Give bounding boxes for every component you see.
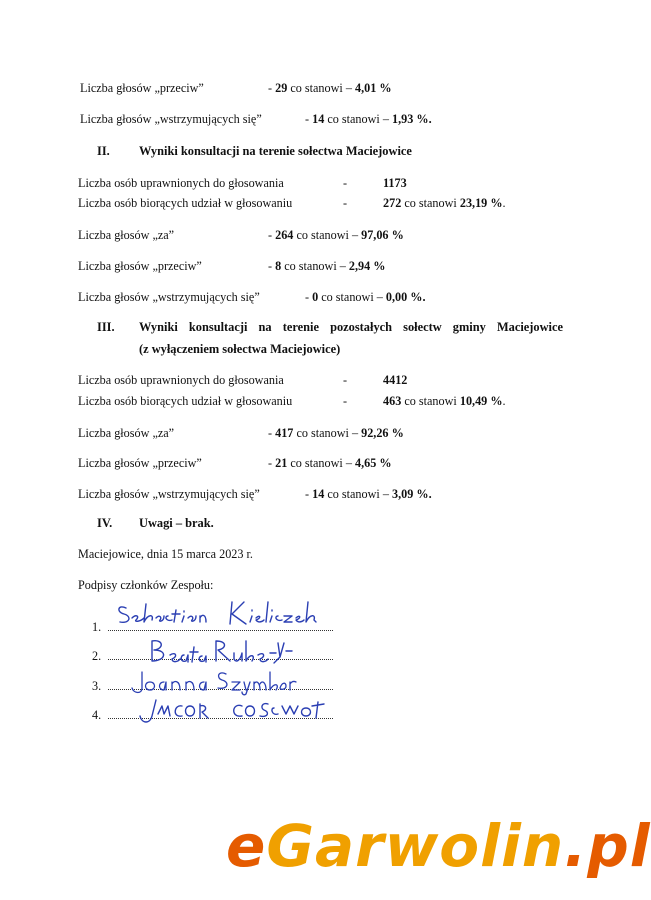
s2-eligible-label: Liczba osób uprawnionych do głosowania bbox=[78, 176, 284, 190]
watermark-logo: eGarwolin.pl bbox=[226, 812, 651, 880]
votes-abstain-label: Liczba głosów „wstrzymujących się” bbox=[80, 112, 262, 126]
section-3-number: III. bbox=[97, 320, 115, 334]
section-4-number: IV. bbox=[97, 516, 113, 530]
signatures-heading: Podpisy członków Zespołu: bbox=[78, 578, 214, 592]
votes-against-value: - 29 co stanowi – 4,01 % bbox=[268, 81, 392, 95]
section-3-title-line-2: (z wyłączeniem sołectwa Maciejowice) bbox=[139, 342, 341, 356]
s3-votes-for-value: - 417 co stanowi – 92,26 % bbox=[268, 426, 404, 440]
s3-eligible-label: Liczba osób uprawnionych do głosowania bbox=[78, 373, 284, 387]
s3-votes-abstain-label: Liczba głosów „wstrzymujących się” bbox=[78, 487, 260, 501]
s2-eligible-value: 1173 bbox=[383, 176, 407, 190]
signature-1-handwriting bbox=[112, 596, 322, 630]
section-2-number: II. bbox=[97, 144, 110, 158]
s3-votes-abstain-value: - 14 co stanowi – 3,09 %. bbox=[305, 487, 432, 501]
date-line: Maciejowice, dnia 15 marca 2023 r. bbox=[78, 547, 253, 561]
signature-row-3: 3. bbox=[92, 678, 333, 694]
s3-votes-against-value: - 21 co stanowi – 4,65 % bbox=[268, 456, 392, 470]
s3-eligible-value: 4412 bbox=[383, 373, 408, 387]
s3-eligible-dash: - bbox=[343, 373, 348, 387]
votes-abstain-value: - 14 co stanowi – 1,93 %. bbox=[305, 112, 432, 126]
s3-votes-for-label: Liczba głosów „za” bbox=[78, 426, 175, 440]
votes-against-label: Liczba głosów „przeciw” bbox=[80, 81, 204, 95]
section-3-title-line-1: Wyniki konsultacji na terenie pozostałych sołectw gminy Maciejowice bbox=[139, 320, 563, 334]
s3-participants-value: 463 co stanowi 10,49 %. bbox=[383, 394, 506, 408]
s2-votes-for-label: Liczba głosów „za” bbox=[78, 228, 175, 242]
signature-2-handwriting bbox=[146, 637, 296, 665]
s3-votes-against-label: Liczba głosów „przeciw” bbox=[78, 456, 202, 470]
s2-votes-against-value: - 8 co stanowi – 2,94 % bbox=[268, 259, 386, 273]
s2-participants-dash: - bbox=[343, 196, 348, 210]
s2-votes-against-label: Liczba głosów „przeciw” bbox=[78, 259, 202, 273]
signature-3-handwriting bbox=[128, 666, 298, 696]
s3-participants-label: Liczba osób biorących udział w głosowaniu bbox=[78, 394, 293, 408]
signature-row-1: 1. bbox=[92, 619, 333, 635]
s2-votes-abstain-value: - 0 co stanowi – 0,00 %. bbox=[305, 290, 426, 304]
s2-eligible-dash: - bbox=[343, 176, 348, 190]
signature-4-handwriting bbox=[138, 696, 328, 726]
s2-votes-for-value: - 264 co stanowi – 97,06 % bbox=[268, 228, 404, 242]
signature-row-4: 4. bbox=[92, 707, 333, 723]
signature-row-2: 2. bbox=[92, 648, 333, 664]
s2-votes-abstain-label: Liczba głosów „wstrzymujących się” bbox=[78, 290, 260, 304]
s2-participants-label: Liczba osób biorących udział w głosowaniu bbox=[78, 196, 293, 210]
section-2-title: Wyniki konsultacji na terenie sołectwa Maciejowice bbox=[139, 144, 412, 158]
s2-participants-value: 272 co stanowi 23,19 %. bbox=[383, 196, 506, 210]
section-4-title: Uwagi – brak. bbox=[139, 516, 214, 530]
s3-participants-dash: - bbox=[343, 394, 348, 408]
